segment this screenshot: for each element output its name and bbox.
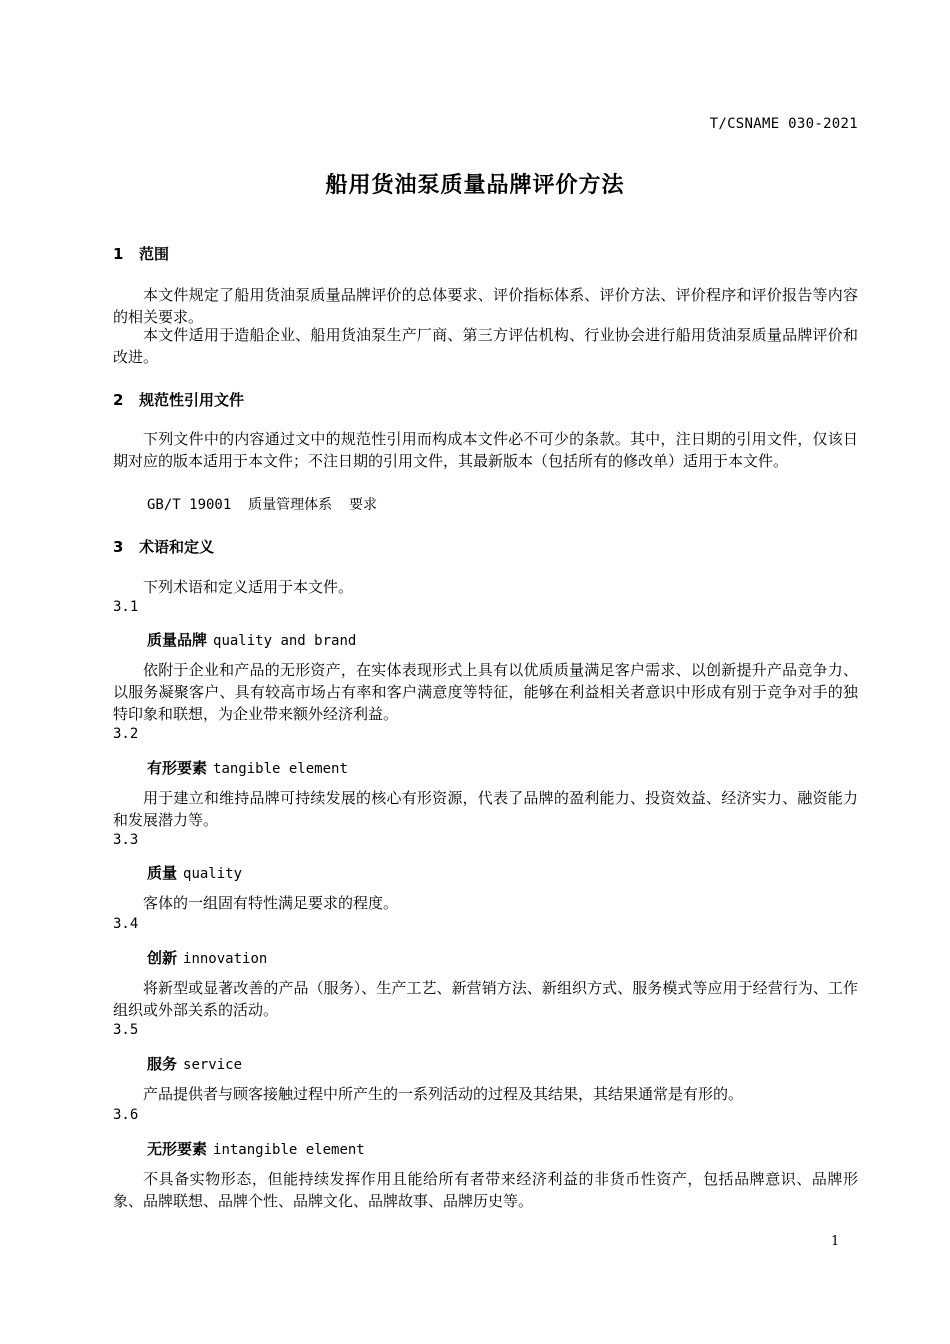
term-number: 3.5 — [113, 1022, 139, 1038]
section-title: 术语和定义 — [139, 538, 215, 556]
normative-reference: GB/T 19001 质量管理体系 要求 — [147, 497, 378, 513]
standard-code: T/CSNAME 030-2021 — [709, 116, 858, 132]
section-number: 3 — [113, 538, 124, 556]
section-title: 规范性引用文件 — [139, 391, 245, 409]
section-title: 范围 — [139, 245, 170, 263]
section-number: 2 — [113, 391, 124, 409]
term-definition: 将新型或显著改善的产品（服务）、生产工艺、新营销方法、新组织方式、服务模式等应用于经营行为、工作组织或外部关系的活动。 — [113, 979, 858, 1019]
section-2-heading — [113, 389, 244, 410]
term-heading — [147, 1138, 365, 1159]
term-heading — [147, 947, 267, 968]
term-number: 3.6 — [113, 1107, 139, 1123]
section-3-heading — [113, 536, 214, 557]
term-en: tangible element — [213, 761, 348, 777]
term-definition: 依附于企业和产品的无形资产，在实体表现形式上具有以优质质量满足客户需求、以创新提升产品竞争力、以服务凝聚客户、具有较高市场占有率和客户满意度等特征，能够在利益相关者意识中形成有别于竞争对手的独特印象和联想，为企业带来额外经济利益。 — [113, 661, 858, 723]
term-en: quality and brand — [213, 633, 357, 649]
term-en: service — [183, 1057, 243, 1073]
section-1-paragraph-2: 本文件适用于造船企业、船用货油泵生产厂商、第三方评估机构、行业协会进行船用货油泵质量品牌评价和改进。 — [113, 326, 858, 366]
term-en: intangible element — [213, 1142, 365, 1158]
term-en: quality — [183, 866, 243, 882]
section-2-paragraph: 下列文件中的内容通过文中的规范性引用而构成本文件必不可少的条款。其中，注日期的引用文件，仅该日期对应的版本适用于本文件；不注日期的引用文件，其最新版本（包括所有的修改单）适用于本文件。 — [113, 430, 858, 470]
term-number: 3.1 — [113, 599, 139, 615]
section-1-paragraph-1: 本文件规定了船用货油泵质量品牌评价的总体要求、评价指标体系、评价方法、评价程序和评价报告等内容的相关要求。 — [113, 286, 858, 326]
term-heading — [147, 757, 348, 778]
term-zh: 质量品牌 — [147, 631, 208, 649]
document-title: 船用货油泵质量品牌评价方法 — [325, 173, 625, 198]
section-3-intro: 下列术语和定义适用于本文件。 — [143, 578, 354, 596]
term-heading — [147, 629, 356, 650]
term-zh: 有形要素 — [147, 759, 208, 777]
page-number: 1 — [831, 1234, 840, 1249]
term-en: innovation — [183, 951, 268, 967]
term-number: 3.3 — [113, 832, 139, 848]
term-zh: 无形要素 — [147, 1140, 208, 1158]
term-definition: 客体的一组固有特性满足要求的程度。 — [143, 894, 399, 912]
term-heading — [147, 1053, 242, 1074]
section-1-heading — [113, 243, 169, 264]
term-zh: 创新 — [147, 949, 178, 967]
term-number: 3.4 — [113, 916, 139, 932]
term-heading — [147, 862, 242, 883]
term-number: 3.2 — [113, 726, 139, 742]
section-number: 1 — [113, 245, 124, 263]
term-zh: 服务 — [147, 1055, 178, 1073]
term-zh: 质量 — [147, 864, 178, 882]
term-definition: 用于建立和维持品牌可持续发展的核心有形资源，代表了品牌的盈利能力、投资效益、经济实力、融资能力和发展潜力等。 — [113, 789, 858, 829]
term-definition: 产品提供者与顾客接触过程中所产生的一系列活动的过程及其结果，其结果通常是有形的。 — [143, 1085, 744, 1103]
term-definition: 不具备实物形态，但能持续发挥作用且能给所有者带来经济利益的非货币性资产，包括品牌意识、品牌形象、品牌联想、品牌个性、品牌文化、品牌故事、品牌历史等。 — [113, 1170, 858, 1210]
